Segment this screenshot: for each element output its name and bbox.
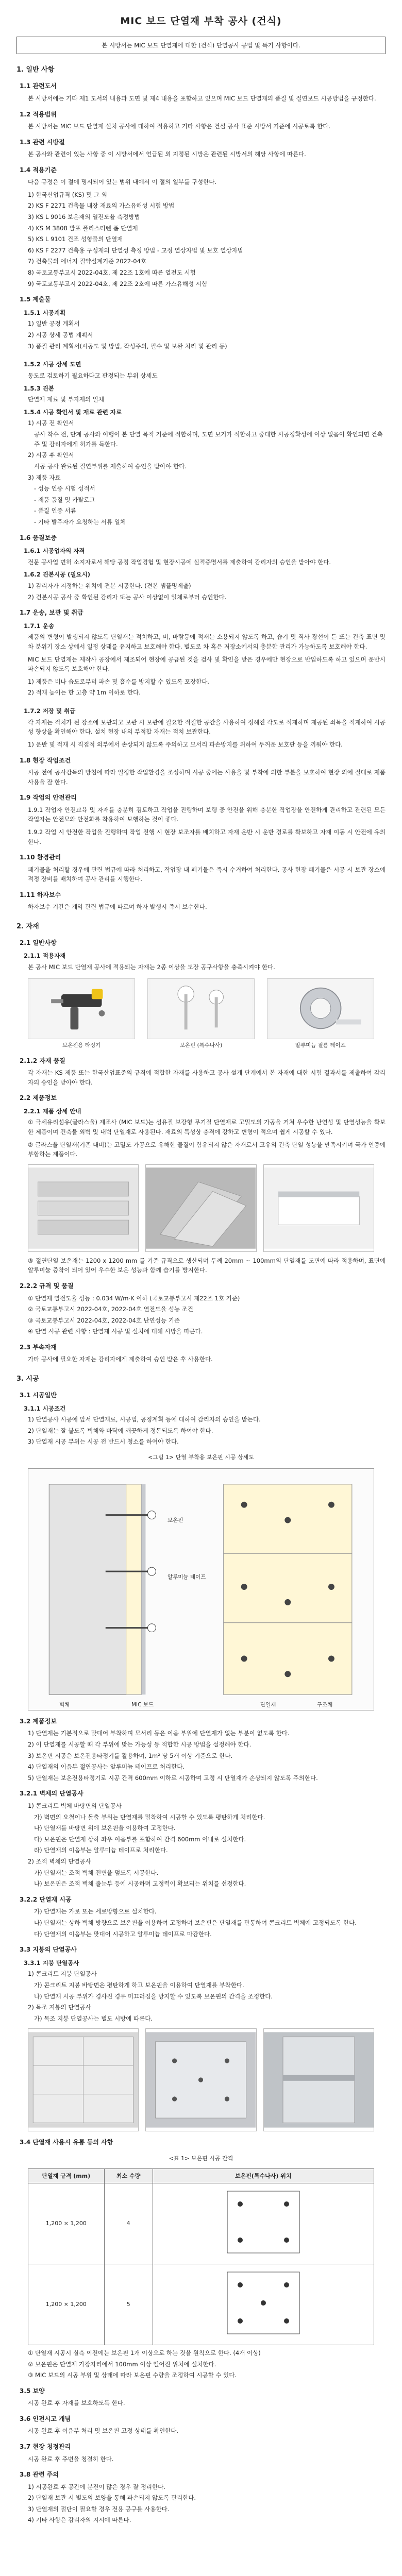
method-item: 5) 단열재는 보온전용타정기로 시공 간격 600mm 이하로 시공하며 고정 시 단열재가 손상되지 않도록 주의한다. <box>28 1774 318 1782</box>
section-1-5-3-body: 단열재 재료 및 부자재의 일체 <box>28 396 104 403</box>
section-1-5-1-title: 1.5.1 시공계획 <box>24 309 66 316</box>
wall-item: 나) 단열재를 바탕면 위에 보온핀을 이용하여 고정한다. <box>34 1824 176 1832</box>
section-1-6-1-title: 1.6.1 시공업자의 자격 <box>24 547 85 555</box>
submission-item: 1) 일반 공정 계획서 <box>28 320 80 328</box>
standard-item: 5) KS L 9101 건조 성형물의 단열재 <box>28 235 123 243</box>
section-3-2-1-title: 3.2.1 벽체의 단열공사 <box>20 1790 83 1798</box>
section-3-5-body: 시공 완료 후 자재를 보호하도록 한다. <box>28 2399 125 2407</box>
check-item: - 품질 인증 서류 <box>34 507 76 515</box>
section-3-2-2-title: 3.2.2 단열재 시공 <box>20 1895 72 1903</box>
table-caption: <표 1> 보온핀 시공 간격 <box>169 2155 233 2162</box>
table-note: ① 단열재 시공시 실측 이전에는 보온핀 1개 이상으로 하는 것을 원칙으로 한다. (4개 이상) <box>28 2349 261 2357</box>
install-item: 나) 단열재는 상하 벽체 방향으로 보온핀을 이용하여 고정하며 보온핀은 단열재를 관통하여 콘크리트 벽체에 고정되도록 한다. <box>34 1919 357 1926</box>
diagram-caption: <그림 1> 단열 부착용 보온핀 시공 상세도 <box>148 1454 254 1461</box>
roof-item: 가) 콘크리트 지붕 바탕면은 평탄하게 하고 보온핀을 이용하여 단열재를 부착한다. <box>34 1981 244 1989</box>
material-figure <box>267 978 374 1050</box>
section-1-6-2-title: 1.6.2 견본시공 (필요시) <box>24 571 91 579</box>
section-1-8-body: 시공 전에 공사감독의 방침에 따라 일정한 작업환경을 조성하며 시공 중에는 사용을 및 부착에 의한 부분을 보호하여 현장 외에 절대로 제품 사용을 잘 한다. <box>28 768 386 786</box>
check-item: 1) 시공 전 확인서 <box>28 419 74 427</box>
section-2-1-1-title: 2.1.1 적용자재 <box>24 952 66 960</box>
standard-item: 9) 국토교통부고시 2022-04호, 제 22조 2호에 따른 가스유해성 시험 <box>28 280 207 287</box>
section-1-4-intro: 다음 규정은 이 절에 명시되어 있는 범위 내에서 이 절의 일부를 구성한다. <box>28 178 217 186</box>
wall-item: 라) 단열재의 이음부는 알루미늄 테이프로 처리한다. <box>34 1846 168 1854</box>
construction-photo-row <box>28 2028 374 2131</box>
section-2-1-2-title: 2.1.2 자재 품질 <box>20 1057 65 1064</box>
condition-item: 2) 단열재는 잘 붙도록 벽체와 바닥에 깨끗하게 정돈되도록 하여야 한다. <box>28 1427 213 1434</box>
check-item: - 기타 발주자가 요청하는 서류 일체 <box>34 518 126 526</box>
part-2-heading: 2. 자재 <box>16 922 39 930</box>
caution-item: 1) 시공완료 후 공간에 분진이 많은 경우 잘 정리한다. <box>28 2483 165 2490</box>
table-header: 최소 수량 <box>104 2168 153 2183</box>
section-3-6-title: 3.6 인전시고 개념 <box>20 2415 71 2423</box>
section-3-6-body: 시공 완료 후 이음부 처리 및 보온핀 고정 상태를 확인한다. <box>28 2427 179 2435</box>
transport-item: 1) 제품은 비나 습도로부터 파손 및 흡수를 방지할 수 있도록 포장한다. <box>28 677 209 685</box>
tape-roll-icon <box>267 978 374 1039</box>
pin-layout-cell <box>153 2183 374 2264</box>
pin-layout-cell <box>153 2264 374 2345</box>
material-figure <box>28 978 135 1050</box>
sample-item: 2) 견본시공 공사 중 확인된 감리자 또는 공사 이상없이 일체로부터 승인한다. <box>28 593 227 601</box>
nail-gun-icon <box>28 978 135 1039</box>
construction-photo <box>28 2028 139 2131</box>
sample-item: 1) 감리자가 지정하는 위치에 견본 시공한다. (견본 샘플명제출) <box>28 582 191 589</box>
check-item: - 제품 품질 및 카탈로그 <box>34 496 95 503</box>
installation-diagram <box>28 1468 374 1710</box>
section-1-5-title: 1.5 제출물 <box>20 296 51 303</box>
section-2-2-title: 2.2 제품정보 <box>20 1094 57 1102</box>
section-1-3-title: 1.3 관련 시방절 <box>20 138 65 146</box>
insulation-pin-icon <box>147 978 255 1039</box>
section-1-9-title: 1.9 작업의 안전관리 <box>20 794 77 802</box>
table-header: 단열재 규격 (mm) <box>28 2168 105 2183</box>
section-3-3-1-title: 3.3.1 지붕 단열공사 <box>24 1959 79 1967</box>
section-2-2-1-body2: ② 글라스울 단열재(기존 대비)는 고밀도 가공으로 유해한 물질이 함유되지 않은 자재로서 고유의 건축 단열 성능을 만족시키며 국가 인증에 부합하는 제품이다. <box>28 1141 386 1158</box>
materials-figure-row <box>28 978 374 1050</box>
check-item: 시공 공사 완료된 절연부위를 제출하여 승인을 받아야 한다. <box>34 462 187 470</box>
table-row <box>28 2264 374 2345</box>
method-item: 2) 이 단열재를 시공할 때 각 부위에 맞는 가능성 등 적합한 시공 방법을 설정해야 한다. <box>28 1740 252 1748</box>
check-item: 공사 착수 전, 단계 공사와 이행이 본 단열 목적 기준에 적합하며, 도면 보기가 적합하고 중대한 시공정확성에 이상 없음이 확인되면 건축주 및 감리자에게 허가를 득한다. <box>34 431 383 448</box>
diagram-label: 보온핀 <box>167 1517 183 1523</box>
wall-item: 1) 콘크리트 벽체 바탕면의 단열공사 <box>28 1802 122 1809</box>
install-item: 가) 단열재는 가로 또는 세로방향으로 설치한다. <box>34 1908 157 1916</box>
table-row <box>28 2183 374 2264</box>
section-2-3-title: 2.3 부속자재 <box>20 1344 57 1351</box>
section-1-11-body: 하자보수 기간은 계약 관련 법규에 따르며 하자 발생시 즉시 보수한다. <box>28 903 207 911</box>
spec-item: ① 단열재 열전도율 성능 : 0.034 W/m·K 이하 (국토교통부고시 제22조 1호 기준) <box>28 1294 240 1302</box>
standard-item: 4) KS M 3808 발포 폴리스티렌 폼 단열재 <box>28 224 138 232</box>
section-3-7-body: 시공 완료 후 주변을 청결히 한다. <box>28 2455 114 2463</box>
section-2-2-2-title: 2.2.2 규격 및 품질 <box>20 1282 74 1290</box>
roof-item: 1) 콘크리트 지붕 단열공사 <box>28 1970 97 1978</box>
wall-item: 나) 보온핀은 조적 벽체 줄눈부 등에 시공하며 고정력이 확보되는 위치를 선정한다. <box>34 1880 246 1888</box>
install-item: 다) 단열재의 이음부는 맞대어 시공하고 알루미늄 테이프로 마감한다. <box>34 1930 212 1938</box>
section-2-1-1-body: 본 공사 MIC 보드 단열재 공사에 적용되는 자재는 2종 이상을 도장 공구사항을 충족시켜야 한다. <box>28 963 275 971</box>
section-1-8-title: 1.8 현장 작업조건 <box>20 756 71 764</box>
roof-item: 2) 목조 지붕의 단열공사 <box>28 2004 91 2011</box>
material-figure <box>147 978 255 1050</box>
section-1-3-body: 본 공사와 관련이 있는 사항 중 이 시방서에서 언급된 외 지정된 시방은 관련된 시방서의 해당 사항에 따른다. <box>28 150 306 158</box>
section-3-1-title: 3.1 시공일반 <box>20 1392 57 1399</box>
standard-item: 3) KS L 9016 보온재의 열전도율 측정방법 <box>28 213 140 221</box>
section-1-6-title: 1.6 품질보증 <box>20 534 57 541</box>
submission-item: 2) 시공 상세 공법 계획서 <box>28 331 93 338</box>
section-1-1-body: 본 시방서에는 기타 제1 도서의 내용과 도면 및 제4 내용을 포함하고 있으며 MIC 보드 단열재의 품질 및 절연보드 시공방법을 규정한다. <box>28 94 376 102</box>
check-item: 2) 시공 후 확인서 <box>28 451 74 459</box>
check-item: 3) 제품 자료 <box>28 473 61 481</box>
section-1-11-title: 1.11 하자보수 <box>20 891 61 899</box>
table-note: ③ MIC 보드의 시공 부위 및 상태에 따라 보온핀 수량을 조정하여 시공할 수 있다. <box>28 2371 237 2379</box>
section-1-2-title: 1.2 적용범위 <box>20 110 57 118</box>
section-1-7-2-body: 각 자재는 적치가 된 장소에 보관되고 보관 시 보관에 필요한 적절한 공간을 사용하여 정해진 각도로 적재하며 제공된 쇠목을 적재하여 시공성 향상을 확인해야 한다. 설치 현장 내의 부적합 자재는 적치 보관한다. <box>28 718 386 736</box>
wall-item: 다) 보온핀은 단열재 상하 좌우 이음부를 포함하여 간격 600mm 이내로 설치한다. <box>34 1835 246 1843</box>
wall-item: 가) 벽면의 요철이나 돌출 부위는 단열재를 밀착하여 시공할 수 있도록 평탄하게 처리한다. <box>34 1813 265 1821</box>
section-2-1-title: 2.1 일반사항 <box>20 939 57 946</box>
pin-layout-5-diagram <box>220 2267 307 2339</box>
section-1-9-body2: 1.9.2 작업 시 안전한 작업을 진행하며 작업 진행 시 현장 보조자를 배치하고 자재 운반 시 운반 경로를 확보하고 자재 이동 시 안전에 유의한다. <box>28 828 386 845</box>
section-3-8-title: 3.8 관련 주의 <box>20 2471 59 2479</box>
section-3-2-title: 3.2 제품정보 <box>20 1717 57 1725</box>
section-2-1-2-body: 각 자재는 KS 제품 또는 한국산업표준의 규격에 적합한 자재를 사용하고 공사 설계 단계에서 본 자재에 대한 시험 결과서를 제출하여 감리자의 승인을 받아야 한다. <box>28 1069 386 1086</box>
section-1-4-title: 1.4 적용기준 <box>20 166 57 174</box>
pin-layout-4-diagram <box>220 2186 307 2258</box>
section-1-7-1-title: 1.7.1 운송 <box>24 622 54 630</box>
standard-item: 7) 건축물의 에너지 절약설계기준 2022-04호 <box>28 258 146 265</box>
roof-item: 나) 단열재 시공 부위가 경사진 경우 미끄러짐을 방지할 수 있도록 보온핀의 간격을 조정한다. <box>34 1992 273 2000</box>
construction-photo <box>263 2028 374 2131</box>
submission-item: 3) 품질 관리 계획서(시공도 및 방법, 작성주의, 필수 및 보완 처리 및 관리 등) <box>28 342 227 350</box>
section-1-5-2-title: 1.5.2 시공 상세 도면 <box>24 361 81 368</box>
spec-item: ② 국토교통부고시 2022-04호, 2022-04호 열전도율 성능 조건 <box>28 1306 193 1313</box>
table-cell: 1,200 × 1,200 <box>28 2264 105 2345</box>
pin-spacing-table <box>28 2168 374 2345</box>
section-2-2-1-body: ① 극세유리섬유(글라스울) 제조사 (MIC 보드)는 섬유질 보강형 무기질 단열재로 고밀도의 가공을 거쳐 우수한 난연성 및 단열성능을 확보한 제품이며 건축물 외벽 및 내벽 단열재로 사용된다. 재료의 특성상 충격에 강하고 변형이 적으며 쉽게 시공할 수 있다. <box>28 1118 386 1136</box>
section-1-10-body: 폐기물을 처리할 경우에 관련 법규에 따라 처리하고, 작업장 내 폐기물은 즉시 수거하여 처리한다. 공사 현장 폐기물은 시공 시 보관 장소에 적정 장비를 배치하여 공사 관리를 시행한다. <box>28 866 386 883</box>
section-3-1-1-title: 3.1.1 시공조건 <box>24 1404 66 1412</box>
table-cell: 5 <box>104 2264 153 2345</box>
section-1-7-2-body2: 1) 운반 및 적재 시 직접적 외부에서 손상되지 않도록 주의하고 모서리 파손방지를 위하여 두꺼운 보호판 등을 끼워야 한다. <box>28 740 343 748</box>
condition-item: 1) 단열공사 시공에 앞서 단열재료, 시공법, 공정계획 등에 대하여 감리자의 승인을 받는다. <box>28 1416 261 1423</box>
part-3-heading: 3. 시공 <box>16 1375 39 1383</box>
caution-item: 2) 단열재 보관 시 별도의 보양을 통해 파손되지 않도록 관리한다. <box>28 2494 196 2502</box>
method-item: 1) 단열재는 기본적으로 맞대어 부착하며 모서리 등은 이음 부위에 단열재가 없는 부분이 없도록 한다. <box>28 1730 290 1737</box>
table-cell: 1,200 × 1,200 <box>28 2183 105 2264</box>
roof-item: 가) 목조 지붕 단열공사는 별도 시방에 따른다. <box>34 2014 153 2022</box>
section-1-9-body1: 1.9.1 작업자 안전교육 및 자재를 충분히 검토하고 작업을 진행하며 보행 중 안전을 위해 충분한 작업장을 안전하게 관리하고 관련된 모든 작업자는 안전모와 안전화를 착용하여 보행하는 것이 좋다. <box>28 806 386 823</box>
check-item: - 성능 인증 시험 성적서 <box>34 485 95 493</box>
spec-item: ④ 단열 시공 관련 사항 : 단열재 시공 및 설치에 대해 시방을 따른다. <box>28 1328 203 1335</box>
section-1-6-1-body: 전문 공사업 면허 소지자로서 해당 공정 작업경험 및 현장시공에 실적증명서를 제출하여 감리자의 승인을 받아야 한다. <box>28 558 331 566</box>
product-photo <box>263 1164 374 1252</box>
product-photo-row <box>28 1164 374 1252</box>
diagram-label: 벽체 <box>59 1701 70 1708</box>
section-3-4-title: 3.4 단열재 사용시 유통 등의 사항 <box>20 2139 113 2146</box>
standard-item: 8) 국토교통부고시 2022-04호, 제 22조 1호에 따른 열전도 시험 <box>28 269 196 277</box>
condition-item: 3) 단열재 시공 부위는 시공 전 반드시 청소를 하여야 한다. <box>28 1438 179 1446</box>
section-3-5-title: 3.5 보양 <box>20 2387 45 2395</box>
section-2-2-1-title: 2.2.1 제품 상세 안내 <box>24 1107 81 1115</box>
section-1-1-title: 1.1 관련도서 <box>20 82 57 90</box>
section-1-7-1-body: 제품의 변형이 발생되지 않도록 단열재는 적치하고, 비, 바람등에 적재는 소용되지 않도록 하고, 습기 및 직사 광선이 든 또는 건축 표면 및 차 분위기 장소 상에서 일정 상태를 유지하고 보호해야 한다. 별도로 차 혹은 저장소에서의 충분한 관리가 가능하도록 보호해야 한다. <box>28 633 386 650</box>
diagram-label: MIC 보드 <box>131 1701 154 1708</box>
standard-item: 1) 한국산업규격 (KS) 및 그 외 <box>28 191 107 198</box>
construction-photo <box>145 2028 256 2131</box>
standard-item: 2) KS F 2271 건축물 내장 재료의 가스유해성 시험 방법 <box>28 202 175 210</box>
wall-item: 2) 조적 벽체의 단열공사 <box>28 1858 91 1866</box>
section-2-3-body: 가타 공사에 필요한 자재는 감리자에게 제출하여 승인 받은 후 사용한다. <box>28 1355 213 1363</box>
table-cell: 4 <box>104 2183 153 2264</box>
table-note: ② 보온핀은 단열재 가장자리에서 100mm 이상 떨어진 위치에 설치한다. <box>28 2360 216 2368</box>
section-1-10-title: 1.10 환경관리 <box>20 854 61 861</box>
table-header-row <box>28 2168 374 2183</box>
section-2-2-1-body3: ③ 절연단열 보온재는 1200 x 1200 mm 를 기준 규격으로 생산되며 두께 20mm ~ 100mm의 단열재를 도면에 따라 적용하며, 표면에 알루미늄 증착이 되어 있어 우수한 보온 성능과 함께 습기를 방지한다. <box>28 1257 386 1274</box>
section-1-5-3-title: 1.5.3 견본 <box>24 384 54 392</box>
material-name: 보온핀 (특수나사) <box>179 1042 223 1048</box>
spec-item: ③ 국토교통부고시 2022-04호, 2022-04호 난연성능 기준 <box>28 1316 180 1324</box>
section-1-7-2-title: 1.7.2 저장 및 취급 <box>24 707 76 715</box>
method-item: 3) 보온핀 시공은 보온전용타정기를 활용하며, 1m² 당 5개 이상 기준으로 한다. <box>28 1752 233 1759</box>
section-1-5-2-body: 동도로 검토하기 필요하다고 판정되는 부위 상세도 <box>28 371 158 379</box>
section-1-5-4-title: 1.5.4 시공 확인서 및 재료 관련 자료 <box>24 408 122 416</box>
transport-item: 2) 적재 높이는 한 고층 약 1m 이하로 한다. <box>28 689 141 697</box>
standard-item: 6) KS F 2277 건축용 구성재의 단열성 측정 방법 - 교정 열상자법 및 보호 열상자법 <box>28 246 243 254</box>
notice-box: 본 시방서는 MIC 보드 단열재에 대한 (건식) 단열공사 공법 및 특기 사항이다. <box>16 37 386 55</box>
diagram-label: 알루미늄 테이프 <box>167 1573 206 1580</box>
diagram-label: 단열재 <box>260 1701 276 1708</box>
section-1-7-title: 1.7 운송, 보관 및 취급 <box>20 609 83 617</box>
product-photo <box>145 1164 256 1252</box>
diagram-label: 구조체 <box>317 1701 333 1708</box>
section-3-3-title: 3.3 지붕의 단열공사 <box>20 1946 77 1954</box>
section-1-2-body: 본 시방서는 MIC 보드 단열재 설치 공사에 대하여 적용하고 기타 사항은 건설 공사 표준 시방서 기준에 시공토록 한다. <box>28 122 331 130</box>
material-name: 보온전용 타정기 <box>62 1042 101 1048</box>
section-3-7-title: 3.7 현장 청정관리 <box>20 2443 71 2451</box>
section-1-7-1-body2: MIC 보드 단열재는 제작사 공장에서 제조되어 현장에 공급된 것을 검사 및 확인을 받은 경우에만 현장으로 반입하도록 하고 있으며 운반시 파손되지 않도록 보호해야 한다. <box>28 655 386 673</box>
table-header: 보온핀(특수나사) 위치 <box>153 2168 374 2183</box>
caution-item: 3) 단열재의 절단이 필요할 경우 전용 공구를 사용한다. <box>28 2505 170 2513</box>
method-item: 4) 단열재의 이음부 절연공사는 알루미늄 테이프로 처리한다. <box>28 1763 185 1771</box>
part-1-heading: 1. 일반 사항 <box>16 66 55 74</box>
product-photo <box>28 1164 139 1252</box>
material-name: 알루미늄 필름 테이프 <box>295 1042 346 1048</box>
wall-item: 가) 단열재는 조적 벽체 전면을 덮도록 시공한다. <box>34 1869 159 1876</box>
document-title: MIC 보드 단열재 부착 공사 (건식) <box>120 15 282 27</box>
caution-item: 4) 기타 사항은 감리자의 지시에 따른다. <box>28 2516 131 2524</box>
